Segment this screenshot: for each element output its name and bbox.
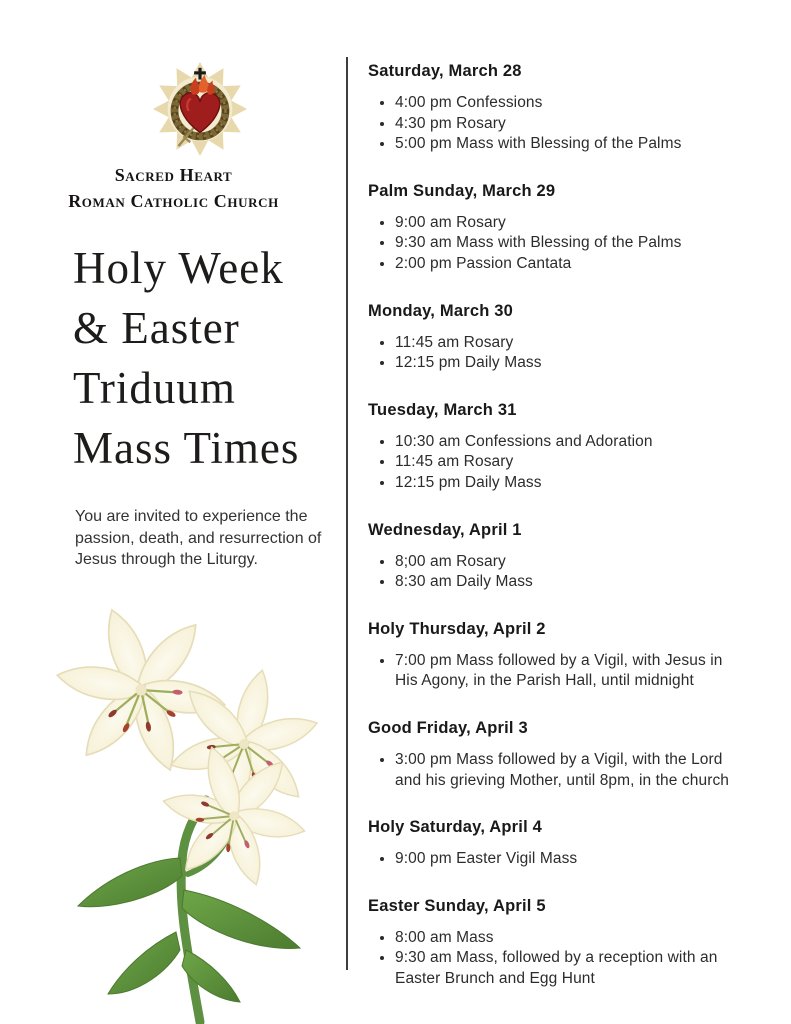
schedule-event-item: • 10:30 am Confessions and Adoration [395,432,752,453]
schedule-section [368,519,752,593]
title-line: Mass Times [73,423,300,473]
schedule-event-item: • 8:00 am Mass [395,928,752,949]
schedule-event-item: • 7:00 pm Mass followed by a Vigil, with Jesus in His Agony, in the Parish Hall, until midnight [395,651,752,692]
schedule-day-heading: Monday, March 30 [368,301,514,320]
intro-text: You are invited to experience the passion, death, and resurrection of Jesus through the Liturgy. [75,508,322,568]
schedule-event-item: • 2:00 pm Passion Cantata [395,254,752,275]
schedule-event-item: • 4:00 pm Confessions [395,93,752,114]
schedule-day-heading: Palm Sunday, March 29 [368,181,556,200]
schedule-event-item: • 9:00 pm Easter Vigil Mass [395,849,752,870]
schedule-event-list [368,432,752,494]
schedule-day-heading: Wednesday, April 1 [368,520,522,539]
schedule-day-heading: Tuesday, March 31 [368,400,517,419]
schedule-event-list [368,651,752,692]
schedule-event-item: • 8:30 am Daily Mass [395,572,752,593]
schedule-event-list [368,552,752,593]
schedule-event-item: • 5:00 pm Mass with Blessing of the Palms [395,134,752,155]
schedule-event-list [368,333,752,374]
title-line: & Easter [73,303,240,353]
easter-lily-illustration-icon [48,602,345,1024]
church-name-line1: Sacred Heart [114,165,233,185]
schedule-day-heading: Good Friday, April 3 [368,718,528,737]
schedule-event-item: • 11:45 am Rosary [395,452,752,473]
title-line: Triduum [73,363,236,413]
schedule-day-heading: Holy Thursday, April 2 [368,619,546,638]
schedule-section [368,180,752,275]
schedule-event-item: • 12:15 pm Daily Mass [395,473,752,494]
schedule-section [368,717,752,791]
schedule-day-heading: Holy Saturday, April 4 [368,818,543,837]
page-title [73,238,299,478]
schedule-event-item: • 12:15 pm Daily Mass [395,353,752,374]
title-line: Holy Week [73,243,284,293]
schedule-column [368,60,752,1014]
church-name [0,162,347,214]
vertical-divider [346,57,348,970]
schedule-event-item: • 8;00 am Rosary [395,552,752,573]
schedule-event-item: • 9:30 am Mass, followed by a reception with an Easter Brunch and Egg Hunt [395,948,752,989]
schedule-event-list [368,93,752,155]
schedule-day-heading: Saturday, March 28 [368,62,522,80]
schedule-event-item: • 3:00 pm Mass followed by a Vigil, with the Lord and his grieving Mother, until 8pm, in the church [395,750,752,791]
schedule-event-item: • 9:30 am Mass with Blessing of the Palms [395,233,752,254]
schedule-section [368,618,752,692]
schedule-day-heading: Easter Sunday, April 5 [368,896,546,915]
schedule-event-list [368,928,752,990]
left-column [0,0,347,1024]
schedule-section [368,816,752,870]
schedule-event-list [368,750,752,791]
schedule-event-list [368,849,752,870]
sacred-heart-emblem-icon [151,55,249,157]
schedule-event-item: • 4:30 pm Rosary [395,114,752,135]
schedule-section [368,895,752,990]
schedule-section [368,399,752,494]
schedule-event-item: • 9:00 am Rosary [395,213,752,234]
schedule-event-item: • 11:45 am Rosary [395,333,752,354]
church-name-line2: Roman Catholic Church [68,191,279,211]
schedule-event-list [368,213,752,275]
schedule-section [368,60,752,155]
schedule-section [368,300,752,374]
